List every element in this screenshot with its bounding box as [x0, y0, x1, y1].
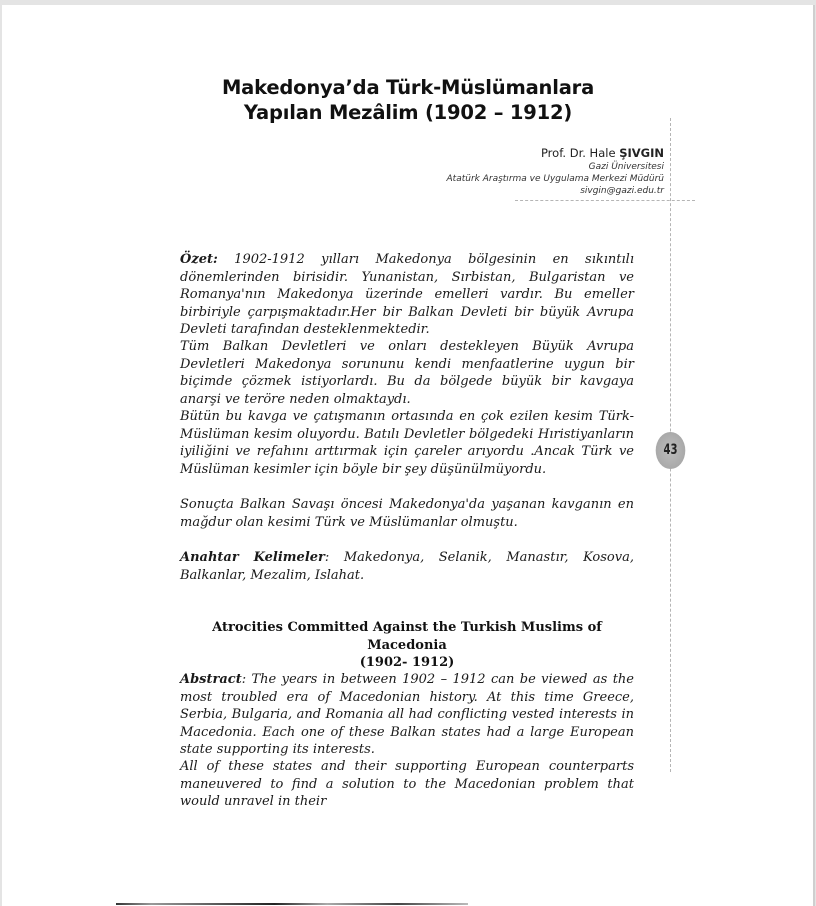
margin-guide-horizontal	[515, 200, 695, 201]
author-affiliation-1: Gazi Üniversitesi	[588, 162, 664, 172]
footnote-rule	[116, 903, 468, 905]
ozet-text-4: Sonuçta Balkan Savaşı öncesi Makedonya'da yaşanan kavganın en mağdur olan kesimi Türk ve Müslümanlar olmuştu.	[180, 497, 634, 530]
english-title	[180, 619, 634, 672]
author-block	[447, 146, 664, 197]
ozet-paragraph-3	[180, 408, 634, 478]
author-prefix: Prof. Dr. Hale	[540, 146, 620, 160]
ozet-text-1: 1902-1912 yılları Makedonya bölgesinin en sıkıntılı dönemlerinden birisidir. Yunanistan, Sırbistan, Bulgaristan ve Romanya'nın Makedonya üzerinde emelleri vardır. Bu emeller birbiriyle çarpışmaktadır.Her bir Balkan Devleti bir büyük Avrupa Devleti tarafından desteklenmektedir.	[180, 252, 634, 337]
english-title-line-1: Atrocities Committed Against the Turkish Muslims of Macedonia	[212, 620, 602, 653]
ozet-text-2: Tüm Balkan Devletleri ve onları destekleyen Büyük Avrupa Devletleri Makedonya sorununu kendi menfaatlerine uygun bir biçimde çözmek istiyorlardı. Bu da bölgede büyük bir kavgaya anarşi ve teröre neden olmaktaydı.	[180, 339, 634, 407]
ozet-text-3: Bütün bu kavga ve çatışmanın ortasında en çok ezilen kesim Türk- Müslüman kesim oluyordu. Batılı Devletler bölgedeki Hıristiyanların iyiliğini ve refahını arttırmak için çareler arıyordu .Ancak Türk ve Müslüman kesimler için böyle bir şey düşünülmüyordu.	[180, 409, 634, 477]
abstract-paragraph-2	[180, 758, 634, 811]
author-affiliation-2: Atatürk Araştırma ve Uygulama Merkezi Müdürü	[446, 174, 664, 184]
ozet-paragraph-2	[180, 338, 634, 408]
title-line-1: Makedonya’da Türk-Müslümanlara	[221, 76, 595, 99]
ozet-paragraph-4	[180, 496, 634, 531]
keywords-label: Anahtar Kelimeler	[180, 550, 325, 565]
author-email: sivgin@gazi.edu.tr	[580, 186, 664, 196]
abstract-text-2: All of these states and their supporting European counterparts maneuvered to find a solution to the Macedonian problem that would unravel in their	[180, 759, 634, 809]
abstract-text-1: : The years in between 1902 – 1912 can be viewed as the most troubled era of Macedonian history. At this time Greece, Serbia, Bulgaria, and Romania all had conflicting vested interests in Macedonia. Each one of these Balkan states had a large European state supporting its interests.	[180, 672, 634, 757]
abstract-paragraph-1	[180, 671, 634, 759]
english-title-line-2: (1902- 1912)	[359, 655, 455, 670]
page-number-badge: 43	[656, 432, 686, 469]
article-title	[0, 75, 816, 125]
keywords-paragraph	[180, 549, 634, 584]
ozet-label: Özet:	[180, 252, 218, 267]
title-line-2: Yapılan Mezâlim (1902 – 1912)	[243, 101, 573, 124]
abstract-label: Abstract	[180, 672, 242, 687]
author-name	[447, 146, 664, 161]
ozet-paragraph-1	[180, 251, 634, 339]
author-surname: ŞIVGIN	[619, 146, 664, 160]
keywords-text: : Makedonya, Selanik, Manastır, Kosova, Balkanlar, Mezalim, Islahat.	[180, 550, 634, 583]
